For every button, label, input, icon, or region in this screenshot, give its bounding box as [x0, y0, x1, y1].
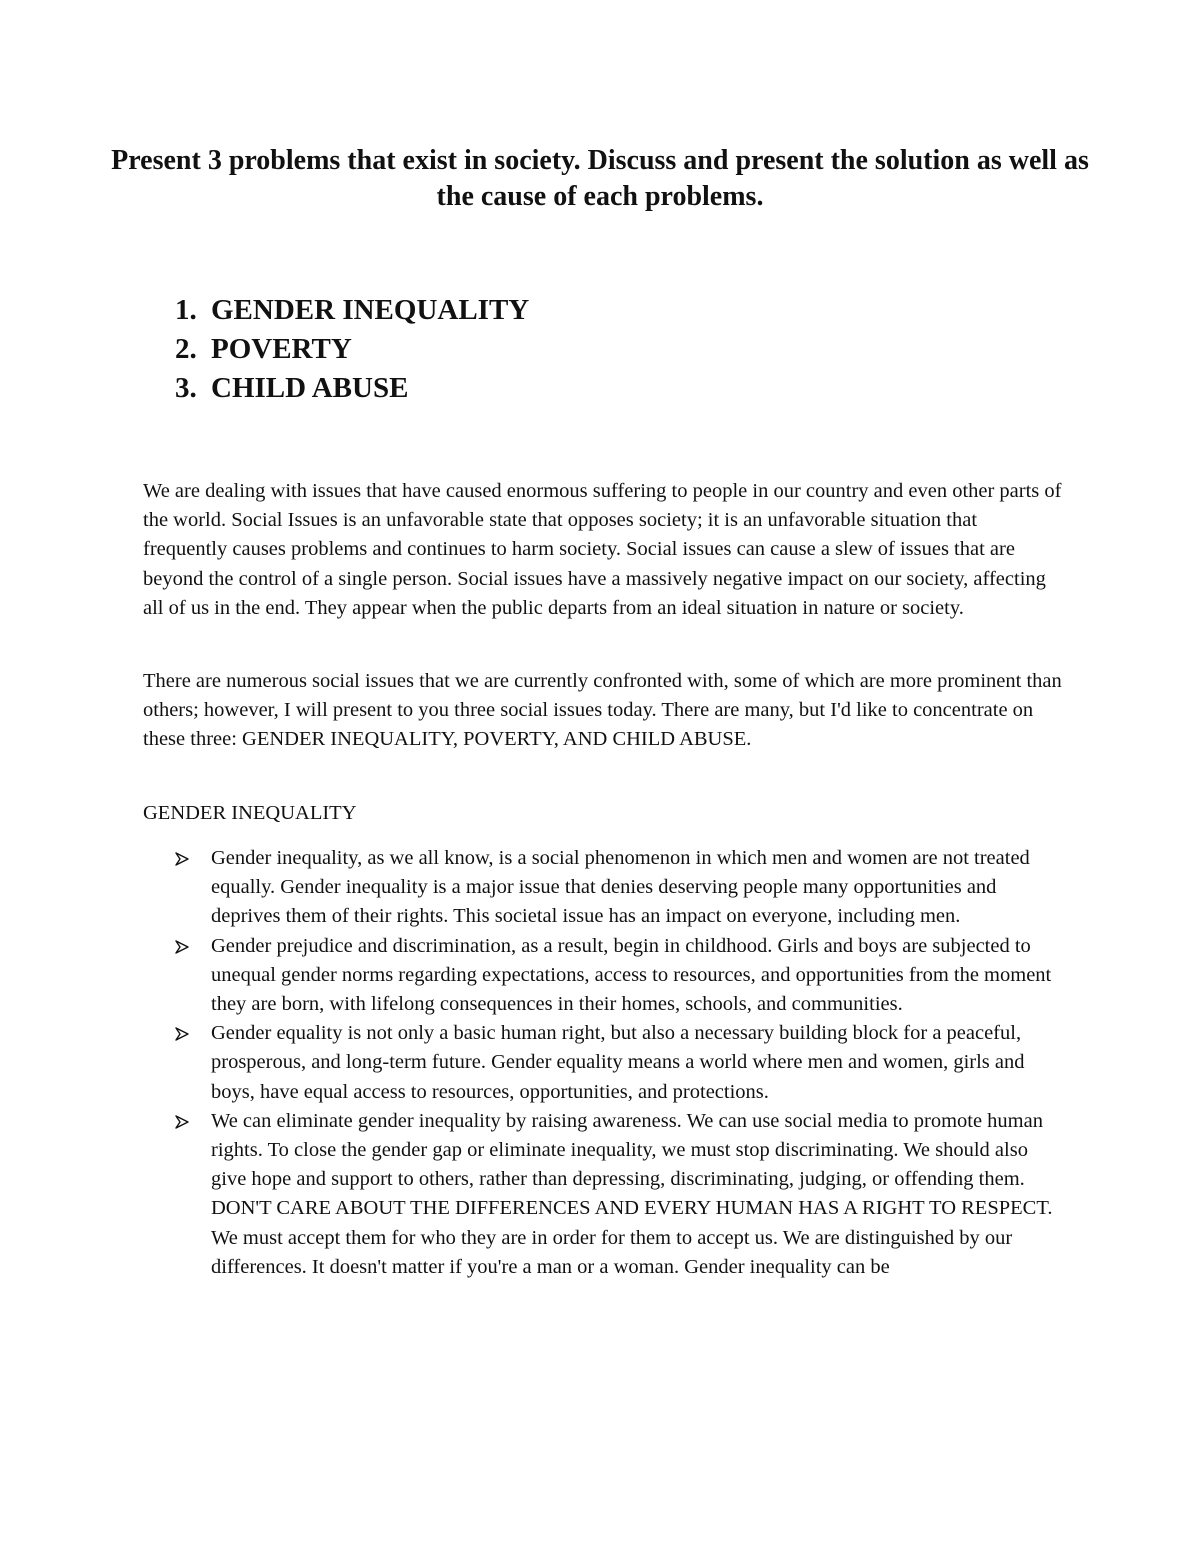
- bullet-text: Gender prejudice and discrimination, as a result, begin in childhood. Girls and boys are subjected to unequal gender norms regarding expectations, access to resources, and opportunities from the moment they are born, with lifelong consequences in their homes, schools, and communities.: [211, 934, 1052, 1016]
- problem-label: POVERTY: [211, 333, 352, 365]
- bullet-item: [143, 1019, 1063, 1107]
- intro-paragraph: We are dealing with issues that have caused enormous suffering to people in our country and even other parts of the world. Social Issues is an unfavorable state that opposes society; it is an unfavorable situation that frequently causes problems and continues to harm society. Social issues can cause a slew of issues that are beyond the control of a single person. Social issues have a massively negative impact on our society, affecting all of us in the end. They appear when the public departs from an ideal situation in nature or society.: [143, 480, 1062, 619]
- bullet-item: [143, 1107, 1063, 1282]
- bullet-text: Gender inequality, as we all know, is a social phenomenon in which men and women are not treated equally. Gender inequality is a major issue that denies deserving people many opportunities and deprives them of their rights. This societal issue has an impact on everyone, including men.: [211, 847, 1030, 928]
- problem-item: [175, 291, 529, 330]
- page-title: Present 3 problems that exist in society. Discuss and present the solution as well as the cause of each problems.: [111, 145, 1089, 212]
- bullet-text: Gender equality is not only a basic human right, but also a necessary building block for a peaceful, prosperous, and long-term future. Gender equality means a world where men and women, girls and boys, have equal access to resources, opportunities, and protections.: [211, 1022, 1025, 1103]
- arrowhead-bullet-icon: [175, 940, 189, 954]
- problem-item: [175, 330, 529, 369]
- bullet-list: [143, 844, 1063, 1282]
- problem-label: CHILD ABUSE: [211, 372, 409, 404]
- arrowhead-bullet-icon: [175, 1115, 189, 1129]
- problem-item: [175, 369, 529, 408]
- arrowhead-bullet-icon: [175, 1027, 189, 1041]
- problem-number: 1.: [175, 294, 197, 326]
- bullet-item: [143, 844, 1063, 932]
- problem-number: 3.: [175, 372, 197, 404]
- problem-label: GENDER INEQUALITY: [211, 294, 530, 326]
- intro-paragraph: There are numerous social issues that we are currently confronted with, some of which are more prominent than others; however, I will present to you three social issues today. There are many, but I'd like to concentrate on these three: GENDER INEQUALITY, POVERTY, AND CHILD ABUSE.: [143, 670, 1062, 751]
- problem-number: 2.: [175, 333, 197, 365]
- bullet-item: [143, 932, 1063, 1020]
- arrowhead-bullet-icon: [175, 852, 189, 866]
- section-heading: GENDER INEQUALITY: [143, 802, 357, 824]
- problem-list: [175, 291, 529, 408]
- bullet-text: We can eliminate gender inequality by raising awareness. We can use social media to promote human rights. To close the gender gap or eliminate inequality, we must stop discriminating. We should also give hope and support to others, rather than depressing, discriminating, judging, or offending them. DON'T CARE ABOUT THE DIFFERENCES AND EVERY HUMAN HAS A RIGHT TO RESPECT. We must accept them for who they are in order for them to accept us. We are distinguished by our differences. It doesn't matter if you're a man or a woman. Gender inequality can be: [211, 1109, 1053, 1278]
